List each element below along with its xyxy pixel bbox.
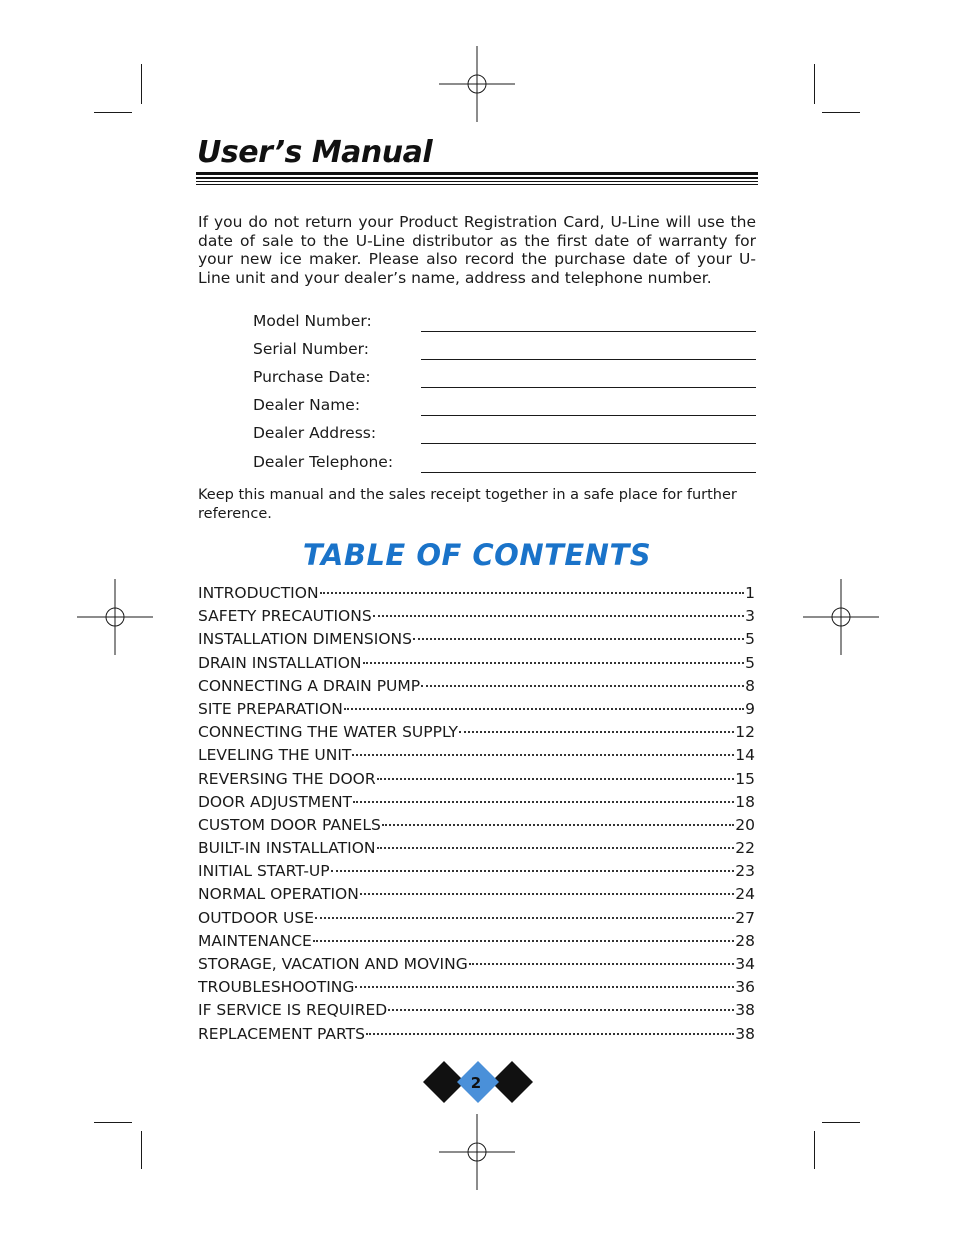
field-label: Model Number:	[253, 312, 372, 330]
toc-entry-label: SAFETY PRECAUTIONS	[198, 607, 372, 626]
toc-entry-label: NORMAL OPERATION	[198, 885, 359, 904]
page-number: 2	[470, 1074, 482, 1092]
toc-entry[interactable]	[198, 770, 755, 793]
leader-dots	[382, 824, 734, 826]
leader-dots	[363, 662, 745, 664]
toc-entry-label: CONNECTING THE WATER SUPPLY	[198, 723, 459, 742]
toc-entry-page: 14	[735, 746, 755, 765]
toc-entry[interactable]	[198, 746, 755, 769]
toc-entry[interactable]	[198, 1001, 755, 1024]
blank-line	[421, 415, 756, 416]
leader-dots	[377, 778, 735, 780]
toc-entry-page: 20	[735, 815, 755, 834]
toc-entry[interactable]	[198, 862, 755, 885]
keep-note: Keep this manual and the sales receipt together in a safe place for further reference.	[198, 487, 737, 522]
registration-mark-top-icon	[439, 46, 515, 122]
toc-entry-page: 3	[745, 607, 755, 626]
field-label: Serial Number:	[253, 340, 370, 358]
blank-line	[421, 331, 756, 332]
leader-dots	[360, 893, 734, 895]
leader-dots	[353, 801, 734, 803]
toc-entry-page: 24	[735, 885, 755, 904]
toc-entry[interactable]	[198, 1025, 755, 1048]
leader-dots	[373, 615, 744, 617]
leader-dots	[344, 708, 744, 710]
toc-entry[interactable]	[198, 584, 755, 607]
toc-entry[interactable]	[198, 955, 755, 978]
toc-title: TABLE OF CONTENTS	[302, 538, 652, 572]
toc-entry[interactable]	[198, 978, 755, 1001]
leader-dots	[366, 1033, 734, 1035]
toc-entry[interactable]	[198, 700, 755, 723]
field-row-serial-number	[253, 340, 756, 368]
toc-entry-page: 18	[735, 792, 755, 811]
field-label: Purchase Date:	[253, 368, 371, 386]
field-label: Dealer Telephone:	[253, 453, 394, 471]
blank-line	[421, 359, 756, 360]
toc-entry-page: 38	[735, 1024, 755, 1043]
toc-entry-label: INTRODUCTION	[198, 584, 319, 602]
toc-entry-label: REPLACEMENT PARTS	[198, 1024, 365, 1043]
leader-dots	[459, 731, 734, 733]
toc-entry[interactable]	[198, 607, 755, 630]
toc-entry[interactable]	[198, 793, 755, 816]
toc-entry[interactable]	[198, 932, 755, 955]
toc-entry-label: INSTALLATION DIMENSIONS	[198, 630, 412, 649]
registration-mark-right-icon	[803, 579, 879, 655]
registration-mark-left-icon	[77, 579, 153, 655]
toc-entry-label: SITE PREPARATION	[198, 699, 343, 718]
toc-entry-label: DRAIN INSTALLATION	[198, 653, 362, 672]
leader-dots	[355, 986, 734, 988]
toc-entry-label: INITIAL START-UP	[198, 862, 330, 881]
blank-line	[421, 387, 756, 388]
leader-dots	[421, 685, 744, 687]
toc-entry-label: STORAGE, VACATION AND MOVING	[198, 955, 468, 973]
toc-entry-page: 5	[745, 653, 755, 672]
leader-dots	[331, 870, 735, 872]
toc-entry[interactable]	[198, 816, 755, 839]
toc-entry[interactable]	[198, 630, 755, 653]
field-row-dealer-name	[253, 396, 756, 424]
page-title: User’s Manual	[197, 135, 433, 170]
blank-line	[421, 443, 756, 444]
toc-entry-page: 28	[735, 931, 755, 950]
intro-paragraph: If you do not return your Product Registration Card, U-Line will use the date of sale to the U-Line distributor as the first date of warranty for your new ice maker. Please also record the purchase date of your U-Line unit and your dealer’s name, address and telephone number.	[198, 213, 756, 287]
toc-entry-label: BUILT-IN INSTALLATION	[198, 839, 376, 858]
toc-entry-label: TROUBLESHOOTING	[198, 978, 355, 997]
leader-dots	[388, 1009, 734, 1011]
toc-entry-page: 27	[735, 908, 755, 927]
leader-dots	[313, 940, 734, 942]
toc-entry-page: 22	[735, 839, 755, 858]
registration-mark-bottom-icon	[439, 1114, 515, 1190]
toc-entry-page: 9	[745, 699, 755, 718]
table-of-contents	[198, 584, 755, 1048]
leader-dots	[469, 963, 735, 965]
toc-entry-page: 1	[745, 584, 755, 602]
toc-entry-label: LEVELING THE UNIT	[198, 746, 352, 765]
toc-entry-page: 34	[735, 955, 755, 973]
toc-entry-page: 8	[745, 676, 755, 695]
toc-entry[interactable]	[198, 839, 755, 862]
toc-entry-label: CONNECTING A DRAIN PUMP	[198, 676, 421, 695]
leader-dots	[377, 847, 735, 849]
toc-entry-page: 12	[735, 723, 755, 742]
blank-line	[421, 472, 756, 473]
leader-dots	[413, 638, 744, 640]
toc-entry-label: OUTDOOR USE	[198, 908, 315, 927]
toc-entry[interactable]	[198, 654, 755, 677]
toc-entry[interactable]	[198, 909, 755, 932]
toc-entry-label: MAINTENANCE	[198, 931, 312, 950]
leader-dots	[320, 592, 745, 594]
field-row-model-number	[253, 312, 756, 340]
field-row-dealer-address	[253, 424, 756, 452]
field-row-purchase-date	[253, 368, 756, 396]
field-row-dealer-telephone	[253, 453, 756, 481]
toc-entry[interactable]	[198, 723, 755, 746]
leader-dots	[315, 917, 734, 919]
toc-entry-label: CUSTOM DOOR PANELS	[198, 815, 381, 834]
title-rule	[196, 172, 758, 187]
field-label: Dealer Name:	[253, 396, 361, 414]
toc-entry-page: 38	[735, 1001, 755, 1020]
toc-entry[interactable]	[198, 677, 755, 700]
page-number-badge	[423, 1060, 533, 1104]
toc-entry-label: DOOR ADJUSTMENT	[198, 792, 353, 811]
field-label: Dealer Address:	[253, 424, 377, 442]
toc-entry-page: 15	[735, 769, 755, 788]
toc-entry-page: 5	[745, 630, 755, 649]
toc-entry-page: 36	[735, 978, 755, 997]
toc-entry-label: REVERSING THE DOOR	[198, 769, 376, 788]
leader-dots	[352, 754, 734, 756]
toc-entry-page: 23	[735, 862, 755, 881]
toc-entry-label: IF SERVICE IS REQUIRED	[198, 1001, 388, 1020]
toc-entry[interactable]	[198, 885, 755, 908]
